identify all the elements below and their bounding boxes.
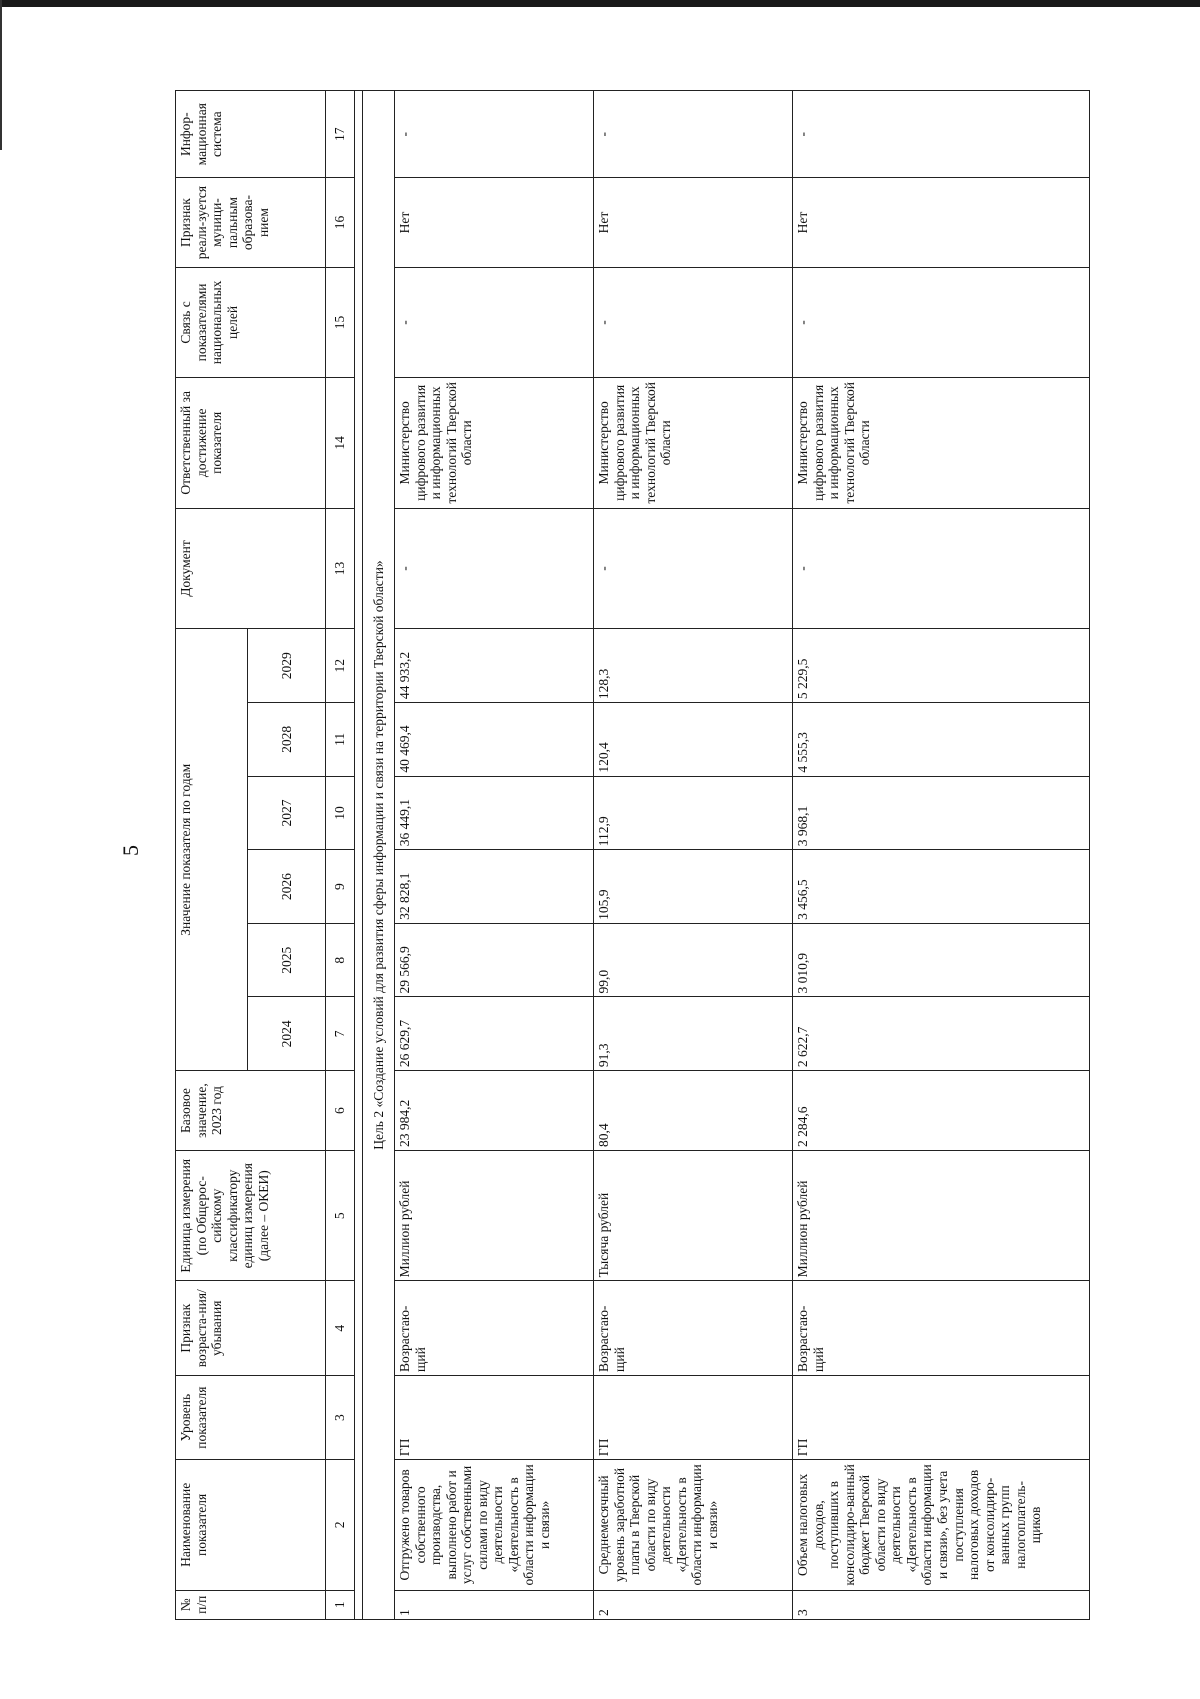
column-number: 12	[326, 629, 355, 703]
header-year: 2026	[248, 850, 326, 924]
column-number: 13	[326, 508, 355, 629]
row-base: 80,4	[594, 1071, 793, 1151]
header-year: 2025	[248, 923, 326, 997]
column-number: 9	[326, 850, 355, 924]
column-number: 15	[326, 267, 355, 377]
column-number: 4	[326, 1281, 355, 1376]
row-info-system: -	[594, 91, 793, 178]
goal-row	[363, 91, 395, 1620]
row-unit: Миллион рублей	[395, 1151, 594, 1281]
row-unit: Тысяча рублей	[594, 1151, 793, 1281]
column-number: 16	[326, 178, 355, 267]
page-number: 5	[118, 845, 143, 856]
row-national-goals: -	[594, 267, 793, 377]
row-document: -	[594, 508, 793, 629]
rotated-page-content	[175, 90, 1090, 1620]
spacer-row	[355, 91, 363, 1620]
header-info-system: Инфор-мационная система	[176, 91, 326, 178]
column-number: 10	[326, 776, 355, 850]
row-value: 120,4	[594, 703, 793, 777]
header-values-group: Значение показателя по годам	[176, 629, 248, 1071]
row-base: 2 284,6	[793, 1071, 1090, 1151]
header-base: Базовое значение, 2023 год	[176, 1071, 326, 1151]
row-municipal: Нет	[793, 178, 1090, 267]
column-number: 2	[326, 1460, 355, 1590]
header-level: Уровень показателя	[176, 1376, 326, 1460]
row-value: 105,9	[594, 850, 793, 924]
row-responsible: Министерство цифрового развития и информационных технологий Тверской области	[793, 378, 1090, 508]
row-national-goals: -	[395, 267, 594, 377]
header-num: № п/п	[176, 1590, 326, 1619]
header-year: 2027	[248, 776, 326, 850]
row-trend: Возрастаю-щий	[395, 1281, 594, 1376]
row-info-system: -	[395, 91, 594, 178]
goal-title: Цель 2 «Создание условий для развития сферы информации и связи на территории Тверской области»	[363, 91, 395, 1620]
table-row	[594, 91, 793, 1620]
header-year: 2028	[248, 703, 326, 777]
scan-edge-top	[0, 0, 1200, 7]
row-value: 99,0	[594, 923, 793, 997]
row-municipal: Нет	[594, 178, 793, 267]
row-value: 44 933,2	[395, 629, 594, 703]
row-num: 3	[793, 1590, 1090, 1619]
table-row	[793, 91, 1090, 1620]
scan-edge-left	[0, 0, 2, 150]
row-value: 3 010,9	[793, 923, 1090, 997]
indicators-table	[175, 90, 1090, 1620]
row-value: 91,3	[594, 997, 793, 1071]
row-value: 32 828,1	[395, 850, 594, 924]
column-number: 5	[326, 1151, 355, 1281]
row-num: 2	[594, 1590, 793, 1619]
row-info-system: -	[793, 91, 1090, 178]
row-level: ГП	[594, 1376, 793, 1460]
row-value: 4 555,3	[793, 703, 1090, 777]
column-number-row	[326, 91, 355, 1620]
row-value: 29 566,9	[395, 923, 594, 997]
row-value: 36 449,1	[395, 776, 594, 850]
row-base: 23 984,2	[395, 1071, 594, 1151]
row-national-goals: -	[793, 267, 1090, 377]
header-municipal: Признак реали-зуется муници-пальным образова-нием	[176, 178, 326, 267]
header-unit: Единица измерения (по Общерос-сийскому классификатору единиц измерения (далее – ОКЕИ)	[176, 1151, 326, 1281]
row-value: 128,3	[594, 629, 793, 703]
header-year: 2029	[248, 629, 326, 703]
row-name: Объем налоговых доходов, поступивших в консолидиро-ванный бюджет Тверской области по виду деятельности «Деятельность в области информации и связи», без учета поступления налоговых доходов от консолидиро-ванных групп налогоплатель-щиков	[793, 1460, 1090, 1590]
row-name: Среднемесячный уровень заработной платы в Тверской области по виду деятельности «Деятельность в области информации и связи»	[594, 1460, 793, 1590]
table-row	[395, 91, 594, 1620]
column-number: 1	[326, 1590, 355, 1619]
column-number: 7	[326, 997, 355, 1071]
row-responsible: Министерство цифрового развития и информационных технологий Тверской области	[395, 378, 594, 508]
column-number: 17	[326, 91, 355, 178]
row-value: 5 229,5	[793, 629, 1090, 703]
header-national-goals: Связь с показателями национальных целей	[176, 267, 326, 377]
column-number: 8	[326, 923, 355, 997]
header-responsible: Ответственный за достижение показателя	[176, 378, 326, 508]
column-number: 11	[326, 703, 355, 777]
row-num: 1	[395, 1590, 594, 1619]
row-value: 3 456,5	[793, 850, 1090, 924]
row-name: Отгружено товаров собственного производства, выполнено работ и услуг собственными силами по виду деятельности «Деятельность в области информации и связи»	[395, 1460, 594, 1590]
row-responsible: Министерство цифрового развития и информационных технологий Тверской области	[594, 378, 793, 508]
row-unit: Миллион рублей	[793, 1151, 1090, 1281]
row-document: -	[395, 508, 594, 629]
header-trend: Признак возраста-ния/ убывания	[176, 1281, 326, 1376]
row-document: -	[793, 508, 1090, 629]
header-document: Документ	[176, 508, 326, 629]
row-trend: Возрастаю-щий	[793, 1281, 1090, 1376]
row-municipal: Нет	[395, 178, 594, 267]
header-year: 2024	[248, 997, 326, 1071]
row-value: 112,9	[594, 776, 793, 850]
row-trend: Возрастаю-щий	[594, 1281, 793, 1376]
row-value: 26 629,7	[395, 997, 594, 1071]
row-value: 3 968,1	[793, 776, 1090, 850]
header-name: Наименование показателя	[176, 1460, 326, 1590]
row-level: ГП	[793, 1376, 1090, 1460]
row-value: 2 622,7	[793, 997, 1090, 1071]
row-value: 40 469,4	[395, 703, 594, 777]
column-number: 14	[326, 378, 355, 508]
column-number: 6	[326, 1071, 355, 1151]
row-level: ГП	[395, 1376, 594, 1460]
column-number: 3	[326, 1376, 355, 1460]
